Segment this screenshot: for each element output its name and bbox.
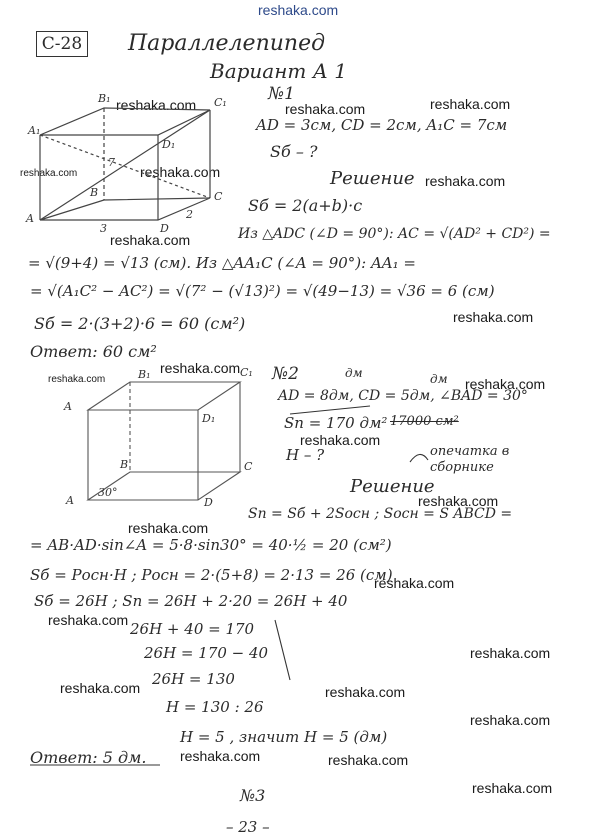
watermark: reshaka.com bbox=[470, 645, 551, 661]
watermark: reshaka.com bbox=[453, 309, 534, 325]
problem2-answer: Ответ: 5 дм. bbox=[30, 748, 147, 767]
watermark: reshaka.com bbox=[48, 612, 129, 628]
problem2-given2: Sп = 170 дм² bbox=[284, 414, 388, 432]
problem1-line2: = √(9+4) = √13 (см). Из △AA₁C (∠A = 90°): AA₁ = bbox=[28, 254, 416, 272]
watermark: reshaka.com bbox=[374, 575, 455, 591]
watermark: reshaka.com bbox=[465, 376, 546, 392]
problem2-line4: Sб = 26H ; Sп = 26H + 2·20 = 26H + 40 bbox=[34, 592, 348, 610]
problem2-solution-title: Решение bbox=[350, 476, 435, 497]
fig2-label-b: B bbox=[120, 458, 129, 471]
problem2-unit-note1: дм bbox=[345, 366, 363, 380]
watermark: reshaka.com bbox=[160, 360, 241, 376]
fig2-top-face bbox=[88, 382, 240, 410]
problem2-number: №2 bbox=[272, 364, 299, 384]
problem1-find: Sб – ? bbox=[270, 142, 318, 161]
problem1-line4: Sб = 2·(3+2)·6 = 60 (см²) bbox=[34, 314, 246, 333]
problem2-given2-struck: 17000 см² bbox=[390, 414, 459, 429]
watermark: reshaka.com bbox=[430, 96, 511, 112]
watermark: reshaka.com bbox=[128, 520, 209, 536]
fig1-label-7: 7 bbox=[108, 156, 115, 169]
watermark: reshaka.com bbox=[110, 232, 191, 248]
problem1-given: AD = 3см, CD = 2см, A₁C = 7см bbox=[256, 116, 508, 134]
fig1-label-c: C bbox=[214, 190, 223, 203]
watermark: reshaka.com bbox=[470, 712, 551, 728]
brace-line bbox=[275, 620, 290, 680]
strike-line bbox=[290, 406, 370, 414]
problem1-solution-title: Решение bbox=[330, 168, 415, 189]
watermark: reshaka.com bbox=[425, 173, 506, 189]
watermark: reshaka.com bbox=[325, 684, 406, 700]
problem1-number: №1 bbox=[268, 84, 295, 104]
watermark: reshaka.com bbox=[418, 493, 499, 509]
problem2-line7: 26H = 130 bbox=[152, 670, 235, 688]
variant-title: Вариант А 1 bbox=[210, 59, 347, 83]
problem2-unit-note2: дм bbox=[430, 372, 448, 386]
problem1-formula: Sб = 2(a+b)·c bbox=[248, 196, 363, 215]
problem2-line3: Sб = Pосн·H ; Pосн = 2·(5+8) = 2·13 = 26 (см) bbox=[30, 566, 393, 584]
problem1-line1: Из △ADC (∠D = 90°): AC = √(AD² + CD²) = bbox=[238, 226, 551, 242]
watermark: reshaka.com bbox=[300, 432, 381, 448]
fig2-label-d: D bbox=[204, 496, 213, 509]
fig2-label-a: A bbox=[66, 494, 74, 507]
fig2-label-c: C bbox=[244, 460, 253, 473]
watermark: reshaka.com bbox=[328, 752, 409, 768]
watermark-top: reshaka.com bbox=[258, 2, 339, 18]
figure-1-parallelepiped bbox=[40, 108, 210, 220]
watermark: reshaka.com bbox=[48, 374, 106, 385]
fig2-label-angle: 30° bbox=[98, 486, 118, 499]
fig1-label-d1: D₁ bbox=[162, 138, 176, 151]
task-code-badge: С-28 bbox=[36, 31, 88, 57]
watermark: reshaka.com bbox=[116, 97, 197, 113]
problem2-line1: Sп = Sб + 2Sосн ; Sосн = S ABCD = bbox=[248, 506, 513, 522]
problem1-answer: Ответ: 60 см² bbox=[30, 342, 157, 361]
problem1-line3: = √(A₁C² − AC²) = √(7² − (√13)²) = √(49−13) = √36 = 6 (см) bbox=[30, 282, 495, 300]
watermark: reshaka.com bbox=[285, 101, 366, 117]
fig1-label-d: D bbox=[160, 222, 169, 235]
problem2-given1: AD = 8дм, CD = 5дм, ∠BAD = 30° bbox=[278, 388, 528, 404]
problem2-line2: = AB·AD·sin∠A = 5·8·sin30° = 40·½ = 20 (см²) bbox=[30, 536, 392, 554]
watermark: reshaka.com bbox=[472, 780, 553, 796]
fig1-top-face bbox=[40, 108, 210, 135]
fig2-label-b1: B₁ bbox=[138, 368, 151, 381]
figure-2-parallelepiped bbox=[88, 382, 240, 500]
problem2-line8: H = 130 : 26 bbox=[166, 698, 264, 716]
problem2-line6: 26H = 170 − 40 bbox=[144, 644, 269, 662]
fig1-label-b: B bbox=[90, 186, 99, 199]
fig1-label-a1: A₁ bbox=[28, 124, 41, 137]
watermark: reshaka.com bbox=[140, 164, 221, 180]
watermark: reshaka.com bbox=[20, 168, 78, 179]
fig2-label-c1: C₁ bbox=[240, 366, 253, 379]
fig2-label-a1: A bbox=[64, 400, 72, 413]
problem2-line9: H = 5 , значит H = 5 (дм) bbox=[180, 728, 388, 746]
fig1-diagonal bbox=[40, 110, 210, 220]
problem2-typo-note: опечатка в сборнике bbox=[430, 444, 510, 475]
watermark: reshaka.com bbox=[60, 680, 141, 696]
topic-title: Параллелепипед bbox=[128, 31, 326, 56]
problem2-line5: 26H + 40 = 170 bbox=[130, 620, 255, 638]
typo-arrow bbox=[410, 454, 428, 462]
fig2-label-d1: D₁ bbox=[202, 412, 216, 425]
fig1-label-b1: B₁ bbox=[98, 92, 111, 105]
problem3-number: №3 bbox=[240, 786, 266, 805]
fig1-label-a: A bbox=[26, 212, 34, 225]
fig1-label-3: 3 bbox=[100, 222, 107, 235]
page-number: – 23 – bbox=[226, 818, 270, 836]
fig1-label-c1: C₁ bbox=[214, 96, 227, 109]
fig1-label-2: 2 bbox=[186, 208, 193, 221]
problem2-find: H – ? bbox=[286, 446, 325, 464]
watermark: reshaka.com bbox=[180, 748, 261, 764]
fig1-bottom-face bbox=[40, 198, 210, 220]
